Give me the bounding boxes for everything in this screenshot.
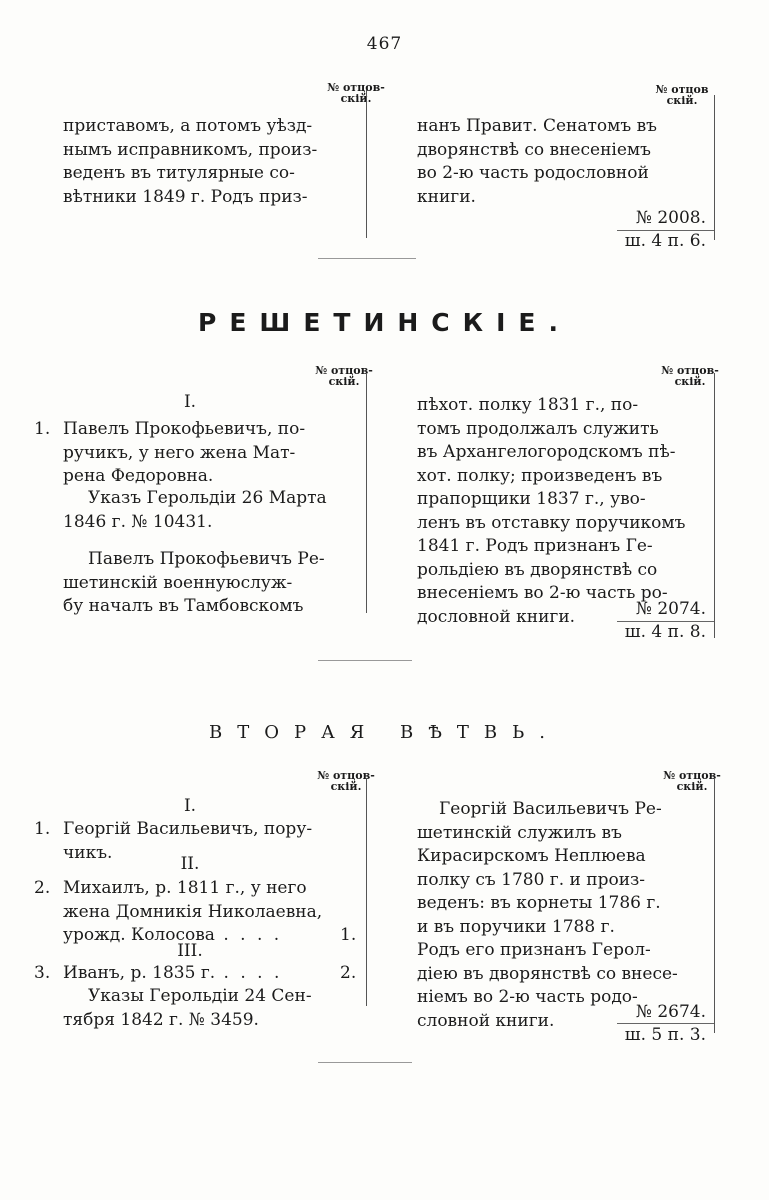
genealogy-entry: Михаилъ, р. 1811 г., у него жена Домникія Николаевна, урожд. Колосова . . . . — [63, 878, 323, 945]
column-divider — [366, 90, 367, 238]
reference-location: ш. 5 п. 3. — [624, 1025, 706, 1045]
family-heading: РЕШЕТИНСКІЕ. — [198, 308, 571, 337]
reference-number: № 2008. — [635, 208, 706, 228]
family-number-note: № отцов скій. — [655, 83, 709, 107]
section-separator — [318, 660, 412, 661]
page-number: 467 — [366, 34, 403, 54]
father-number: 1. — [340, 925, 357, 945]
reference-location: ш. 4 п. 6. — [624, 231, 706, 251]
continuation-left-text: приставомъ, а потомъ уѣзд- нымъ исправникомъ, произ- веденъ въ титулярные со- вѣтники 1849 г. Родъ приз- — [63, 116, 318, 207]
family-number-note: № отцов- скій. — [327, 81, 385, 105]
continuation-right-text: нанъ Правит. Сенатомъ въ дворянствѣ со внесеніемъ во 2-ю часть родословной книги. — [417, 116, 657, 207]
reference-location: ш. 4 п. 8. — [624, 622, 706, 642]
column-divider — [366, 373, 367, 613]
section-separator — [318, 258, 416, 259]
biography-right: пѣхот. полку 1831 г., по- томъ продолжалъ служить въ Архангелогородскомъ пѣ- хот. полку; произведенъ въ прапорщики 1837 г., уво- ленъ въ отставку поручикомъ 1841 г. Родъ признанъ Ге- рольдіею въ дворянствѣ со внесеніемъ во 2-ю часть ро- дословной книги. — [417, 395, 686, 627]
family-number-note: № отцов- скій. — [315, 364, 373, 388]
entry-number: 1. — [34, 419, 51, 439]
father-number: 2. — [340, 963, 357, 983]
reference-number: № 2674. — [635, 1002, 706, 1022]
section-separator — [318, 1062, 412, 1063]
generation-marker: III. — [177, 941, 203, 961]
entry-number: 3. — [34, 963, 51, 983]
genealogy-entry: Павелъ Прокофьевичъ, по- ручикъ, у него жена Мат- рена Федоровна. — [63, 419, 306, 486]
biography-right: Георгій Васильевичъ Ре- шетинскій служилъ въ Кирасирскомъ Неплюева полку съ 1780 г. и произ- веденъ: въ корнеты 1786 г. и въ поручики 1788 г. Родъ его признанъ Герол- діею въ дворянствѣ со внесе- ніемъ во 2-ю часть родо- словной книги. — [417, 799, 678, 1031]
family-number-note: № отцов- скій. — [663, 769, 721, 793]
family-number-note: № отцов- скій. — [661, 364, 719, 388]
column-divider — [366, 778, 367, 1006]
decree-reference: Указы Герольдіи 24 Сен- тября 1842 г. № 3459. — [63, 986, 312, 1030]
generation-marker: I. — [183, 796, 197, 816]
column-divider — [714, 778, 715, 1033]
entry-number: 1. — [34, 819, 51, 839]
family-number-note: № отцов- скій. — [317, 769, 375, 793]
genealogy-entry: Георгій Васильевичъ, пору- чикъ. — [63, 819, 313, 863]
genealogy-entry: Иванъ, р. 1835 г. . . . . — [63, 963, 283, 983]
column-divider — [714, 373, 715, 638]
column-divider — [714, 95, 715, 240]
reference-number: № 2074. — [635, 599, 706, 619]
decree-reference: Указъ Герольдіи 26 Марта 1846 г. № 10431. — [63, 488, 327, 532]
generation-marker: II. — [180, 854, 200, 874]
biography-left: Павелъ Прокофьевичъ Ре- шетинскій военнуюслуж- бу началъ въ Тамбовскомъ — [63, 549, 325, 616]
entry-number: 2. — [34, 878, 51, 898]
generation-marker: I. — [183, 392, 197, 412]
branch-heading: ВТОРАЯ ВѢТВЬ. — [208, 722, 560, 743]
